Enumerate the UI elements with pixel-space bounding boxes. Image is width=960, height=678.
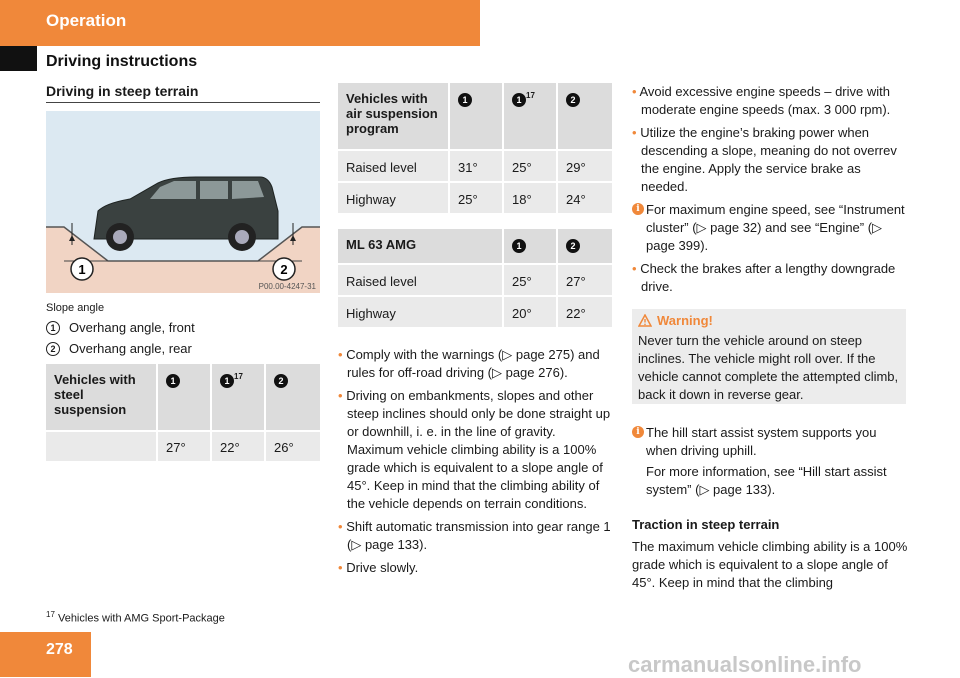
legend-number-icon: 1 [46,321,60,335]
amg-table [338,229,612,327]
table-cell: 31° [448,149,502,181]
table-cell: 25° [502,263,556,295]
col-rear-icon: 2 [566,239,580,253]
svg-text:1: 1 [78,262,86,277]
list-item: • Check the brakes after a lengthy downgrade drive. [632,261,896,294]
table-cell: 20° [502,295,556,327]
header-marker [0,46,37,71]
table-cell: 29° [556,149,612,181]
footnote [46,610,225,625]
list-item: • Shift automatic transmission into gear range 1 (▷ page 133). [338,519,611,552]
col-rear-icon: 2 [566,93,580,107]
table-label: ML 63 AMG [338,229,502,263]
air-suspension-table [338,83,612,213]
legend-number-icon: 2 [46,342,60,356]
col-front-amg-icon: 1 [512,93,526,107]
info-note: i For maximum engine speed, see “Instrument cluster” (▷ page 32) and see “Engine” (▷ page 399). [632,201,908,255]
table-cell: 25° [448,181,502,213]
table-cell: 25° [502,149,556,181]
table-label: Vehicles with air suspension program [338,83,448,149]
row-label: Raised level [338,263,502,295]
warning-triangle-icon [638,314,652,327]
driving-bullets [338,346,614,577]
table-cell: 22° [556,295,612,327]
col-front-icon: 1 [512,239,526,253]
warning-text: Never turn the vehicle around on steep inclines. The vehicle might roll over. If the vehicle cannot complete the attempted climb, back it down in reverse gear. [638,333,899,402]
table-cell: 27° [556,263,612,295]
legend-text: Overhang angle, front [69,320,195,335]
steel-suspension-table [46,364,320,461]
row-label: Raised level [338,149,448,181]
col-front-amg-icon: 1 [220,374,234,388]
legend-item [46,341,192,356]
traction-text: The maximum vehicle climbing ability is a 100% grade which is equivalent to a slope angle of 45°. Keep in mind that the climbing [632,539,908,590]
row-label: Highway [338,295,502,327]
footnote-ref: 17 [234,372,243,381]
list-item: • Drive slowly. [338,560,419,575]
list-item: • Comply with the warnings (▷ page 275) and rules for off-road driving (▷ page 276). [338,347,600,380]
table-cell: 27° [156,430,210,461]
table-label: Vehicles with steel suspension [46,364,156,430]
figure-id: P00.00-4247-31 [258,282,316,291]
table-cell: 24° [556,181,612,213]
hill-start-note [632,424,908,499]
footnote-text: Vehicles with AMG Sport-Package [57,612,225,625]
legend-text: Overhang angle, rear [69,341,192,356]
warning-box [632,309,906,404]
table-cell-empty [46,430,156,461]
table-cell: 22° [210,430,264,461]
list-item: • Utilize the engine’s braking power when descending a slope, meaning do not overrev the engine. Apply the service brake as needed. [632,125,897,194]
section-title: Operation [46,11,127,30]
subsection-title: Driving instructions [46,53,198,70]
list-item: • Driving on embankments, slopes and other steep inclines should only be done straight up or downhill, i. e. in the line of gravity. Maximum vehicle climbing ability is a 100% grade which is equivalent to a slope angle of 45°. Keep in mind that the climbing ability of the vehicle depends on terrain conditions. [338,388,611,511]
page-number: 278 [46,641,73,658]
col-rear-icon: 2 [274,374,288,388]
engine-bullets [632,83,908,296]
footnote-ref: 17 [526,91,535,100]
warning-title: Warning! [638,313,900,328]
vehicle-slope-illustration [46,111,320,293]
col-front-icon: 1 [166,374,180,388]
table-cell: 18° [502,181,556,213]
table-cell: 26° [264,430,320,461]
row-label: Highway [338,181,448,213]
info-icon: i [632,426,644,438]
slope-caption: Slope angle [46,302,105,314]
svg-text:2: 2 [280,262,288,277]
traction-heading: Traction in steep terrain [632,517,780,532]
section-heading: Driving in steep terrain [46,83,320,103]
footnote-number: 17 [46,610,55,619]
watermark: carmanualsonline.info [628,652,862,677]
col-front-icon: 1 [458,93,472,107]
legend-item [46,320,195,335]
info-note-continued: For more information, see “Hill start assist system” (▷ page 133). [646,464,887,497]
info-icon: i [632,203,644,215]
info-note: i The hill start assist system supports you when driving uphill. [632,424,908,460]
list-item: • Avoid excessive engine speeds – drive with moderate engine speeds (max. 3 000 rpm). [632,84,891,117]
